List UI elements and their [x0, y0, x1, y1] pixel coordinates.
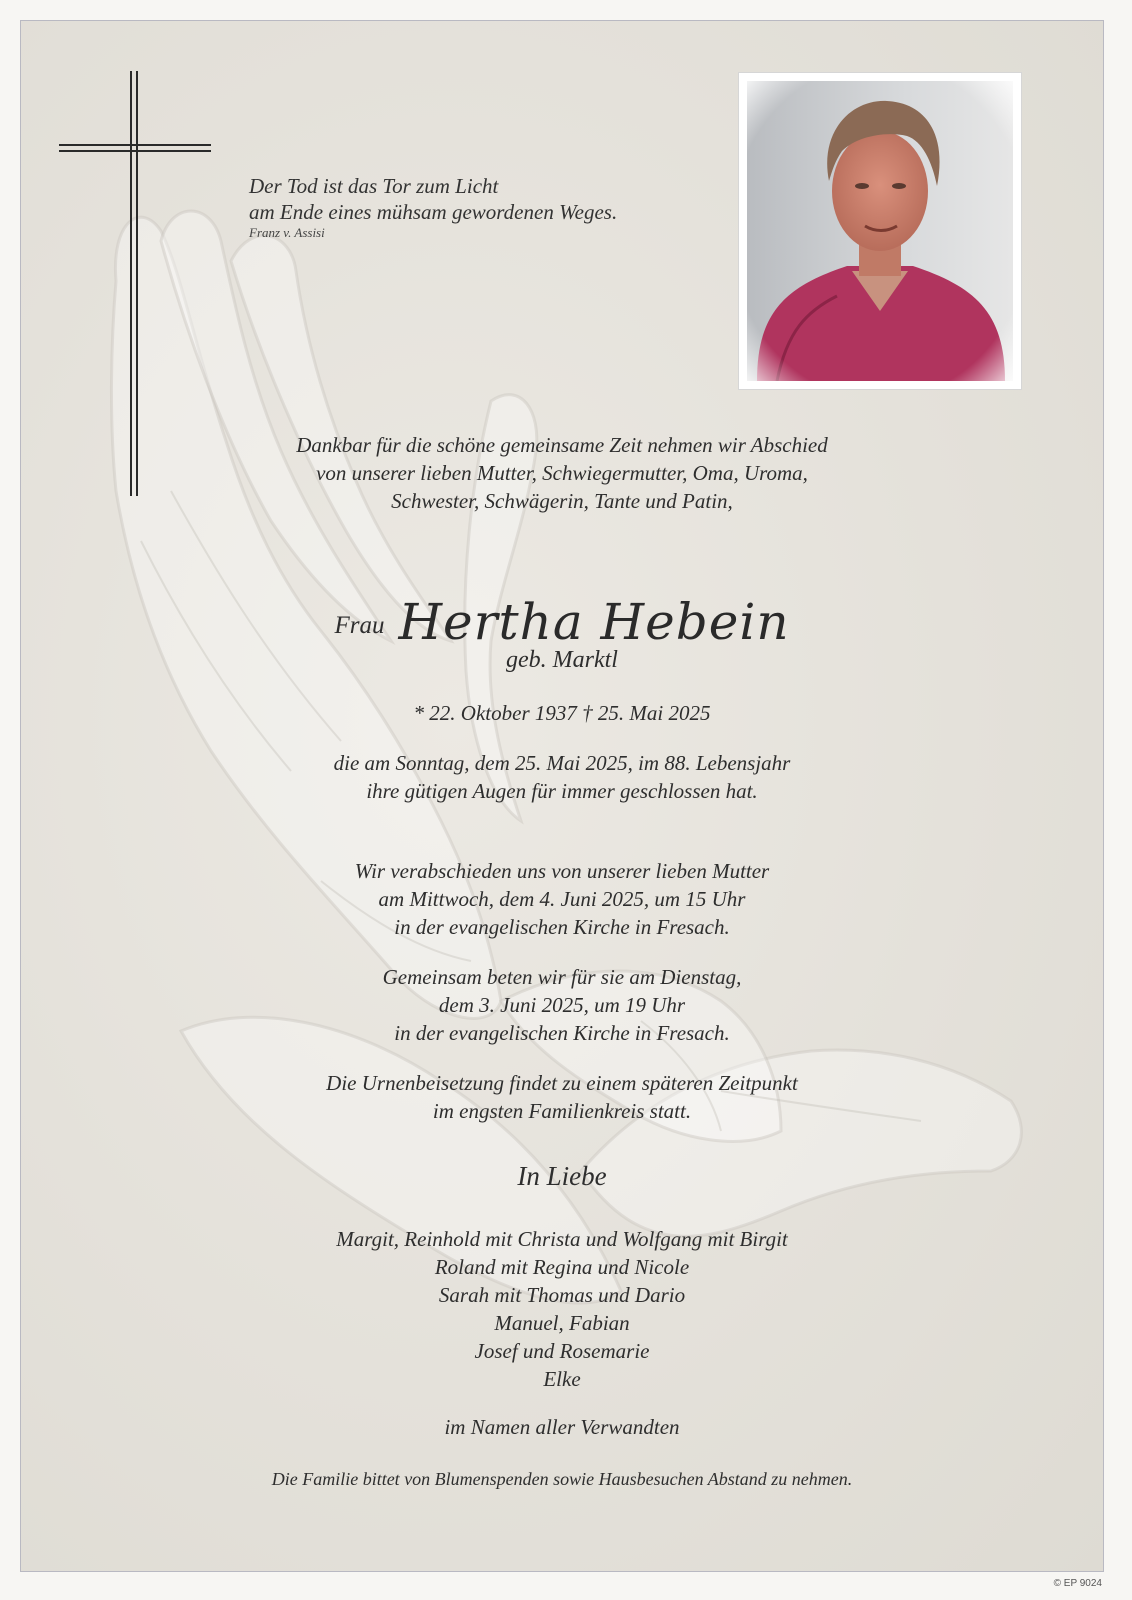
death-notice-line: die am Sonntag, dem 25. Mai 2025, im 88. Lebensjahr [333, 751, 791, 775]
intro-line: von unserer lieben Mutter, Schwiegermutter, Oma, Uroma, [316, 461, 808, 485]
title-frau: Frau [334, 612, 385, 639]
family-line: Roland mit Regina und Nicole [434, 1255, 690, 1279]
portrait-photo [739, 73, 1021, 389]
family-request-note: Die Familie bittet von Blumenspenden sowie Hausbesuchen Abstand zu nehmen. [271, 1469, 853, 1489]
intro-line: Schwester, Schwägerin, Tante und Patin, [391, 489, 733, 513]
family-line: Margit, Reinhold mit Christa und Wolfgang mit Birgit [336, 1227, 788, 1251]
deceased-name: Hertha Hebein [398, 593, 790, 651]
obituary-card [20, 20, 1104, 1572]
death-notice-line: ihre gütigen Augen für immer geschlossen hat. [366, 779, 758, 803]
quote-line: Der Tod ist das Tor zum Licht [249, 174, 499, 198]
life-dates: * 22. Oktober 1937 † 25. Mai 2025 [413, 701, 711, 725]
prayer-line: Gemeinsam beten wir für sie am Dienstag, [382, 965, 742, 989]
quote-line: am Ende eines mühsam gewordenen Weges. [249, 200, 618, 224]
death-notice [21, 749, 1103, 805]
born-name: geb. Marktl [506, 647, 618, 673]
copyright-mark: © EP 9024 [1053, 1578, 1102, 1589]
urn-burial [21, 1069, 1103, 1125]
farewell-line: Wir verabschieden uns von unserer lieben Mutter [354, 859, 770, 883]
farewell-service [21, 857, 1103, 941]
closing-in-liebe: In Liebe [517, 1161, 607, 1191]
intro-text [21, 431, 1103, 515]
portrait-image [747, 81, 1013, 381]
farewell-line: in der evangelischen Kirche in Fresach. [394, 915, 730, 939]
quote [249, 173, 709, 241]
deceased-name-row [21, 593, 1103, 651]
intro-line: Dankbar für die schöne gemeinsame Zeit nehmen wir Abschied [296, 433, 828, 457]
prayer-service [21, 963, 1103, 1047]
family-line: Manuel, Fabian [494, 1311, 630, 1335]
farewell-line: am Mittwoch, dem 4. Juni 2025, um 15 Uhr [378, 887, 746, 911]
family-line: Elke [543, 1367, 581, 1391]
family-line: Sarah mit Thomas und Dario [438, 1283, 686, 1307]
family-list [21, 1225, 1103, 1393]
prayer-line: in der evangelischen Kirche in Fresach. [394, 1021, 730, 1045]
relatives-line: im Namen aller Verwandten [444, 1415, 680, 1439]
quote-author: Franz v. Assisi [249, 225, 325, 240]
family-line: Josef und Rosemarie [474, 1339, 650, 1363]
burial-line: im engsten Familienkreis statt. [432, 1099, 692, 1123]
prayer-line: dem 3. Juni 2025, um 19 Uhr [438, 993, 686, 1017]
burial-line: Die Urnenbeisetzung findet zu einem späteren Zeitpunkt [326, 1071, 798, 1095]
